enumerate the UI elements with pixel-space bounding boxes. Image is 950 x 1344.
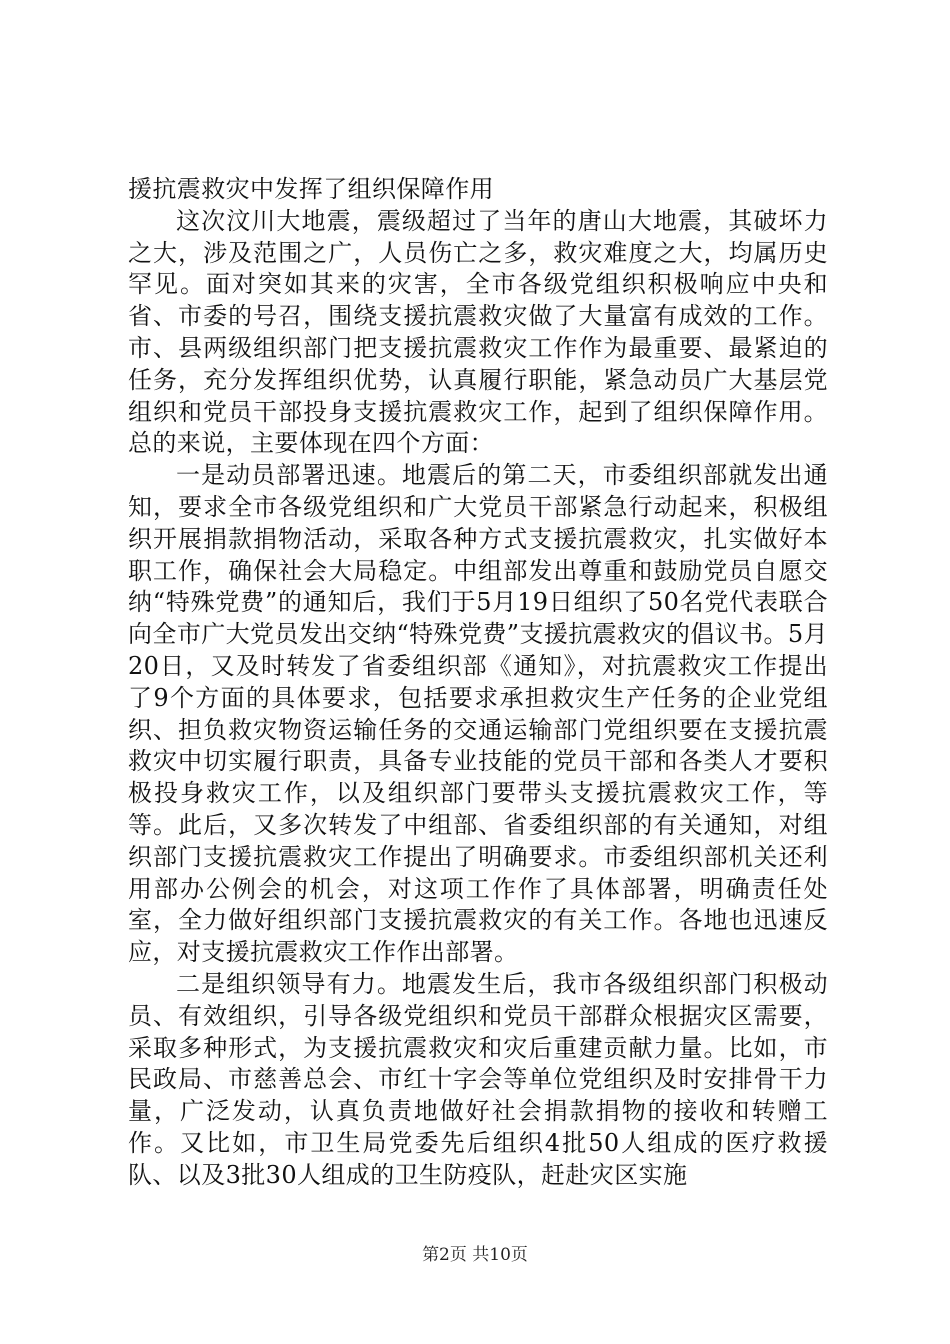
paragraph-point-two: 二是组织领导有力。地震发生后，我市各级组织部门积极动员、有效组织，引导各级党组织和党员干部群众根据灾区需要，采取多种形式，为支援抗震救灾和灾后重建贡献力量。比如，市民政局、市慈善总会、市红十字会等单位党组织及时安排骨干力量，广泛发动，认真负责地做好社会捐款捐物的接收和转赠工作。又比如，市卫生局党委先后组织4批50人组成的医疗救援队、以及3批30人组成的卫生防疫队，赶赴灾区实施	[128, 969, 828, 1189]
document-body	[128, 174, 828, 1192]
paragraph-intro: 这次汶川大地震，震级超过了当年的唐山大地震，其破坏力之大，涉及范围之广，人员伤亡之多，救灾难度之大，均属历史罕见。面对突如其来的灾害，全市各级党组织积极响应中央和省、市委的号召，围绕支援抗震救灾做了大量富有成效的工作。市、县两级组织部门把支援抗震救灾工作作为最重要、最紧迫的任务，充分发挥组织优势，认真履行职能，紧急动员广大基层党组织和党员干部投身支援抗震救灾工作，起到了组织保障作用。总的来说，主要体现在四个方面：	[128, 206, 828, 458]
paragraph-point-one: 一是动员部署迅速。地震后的第二天，市委组织部就发出通知，要求全市各级党组织和广大党员干部紧急行动起来，积极组织开展捐款捐物活动，采取各种方式支援抗震救灾，扎实做好本职工作，确保社会大局稳定。中组部发出尊重和鼓励党员自愿交纳“特殊党费”的通知后，我们于5月19日组织了50名党代表联合向全市广大党员发出交纳“特殊党费”支援抗震救灾的倡议书。5月20日，又及时转发了省委组织部《通知》，对抗震救灾工作提出了9个方面的具体要求，包括要求承担救灾生产任务的企业党组织、担负救灾物资运输任务的交通运输部门党组织要在支援抗震救灾中切实履行职责，具备专业技能的党员干部和各类人才要积极投身救灾工作，以及组织部门要带头支援抗震救灾工作，等等。此后，又多次转发了中组部、省委组织部的有关通知，对组织部门支援抗震救灾工作提出了明确要求。市委组织部机关还利用部办公例会的机会，对这项工作作了具体部署，明确责任处室，全力做好组织部门支援抗震救灾的有关工作。各地也迅速反应，对支援抗震救灾工作作出部署。	[128, 461, 828, 967]
paragraph-heading-continuation: 援抗震救灾中发挥了组织保障作用	[128, 175, 494, 203]
page-number-footer: 第2页 共10页	[422, 1245, 528, 1265]
